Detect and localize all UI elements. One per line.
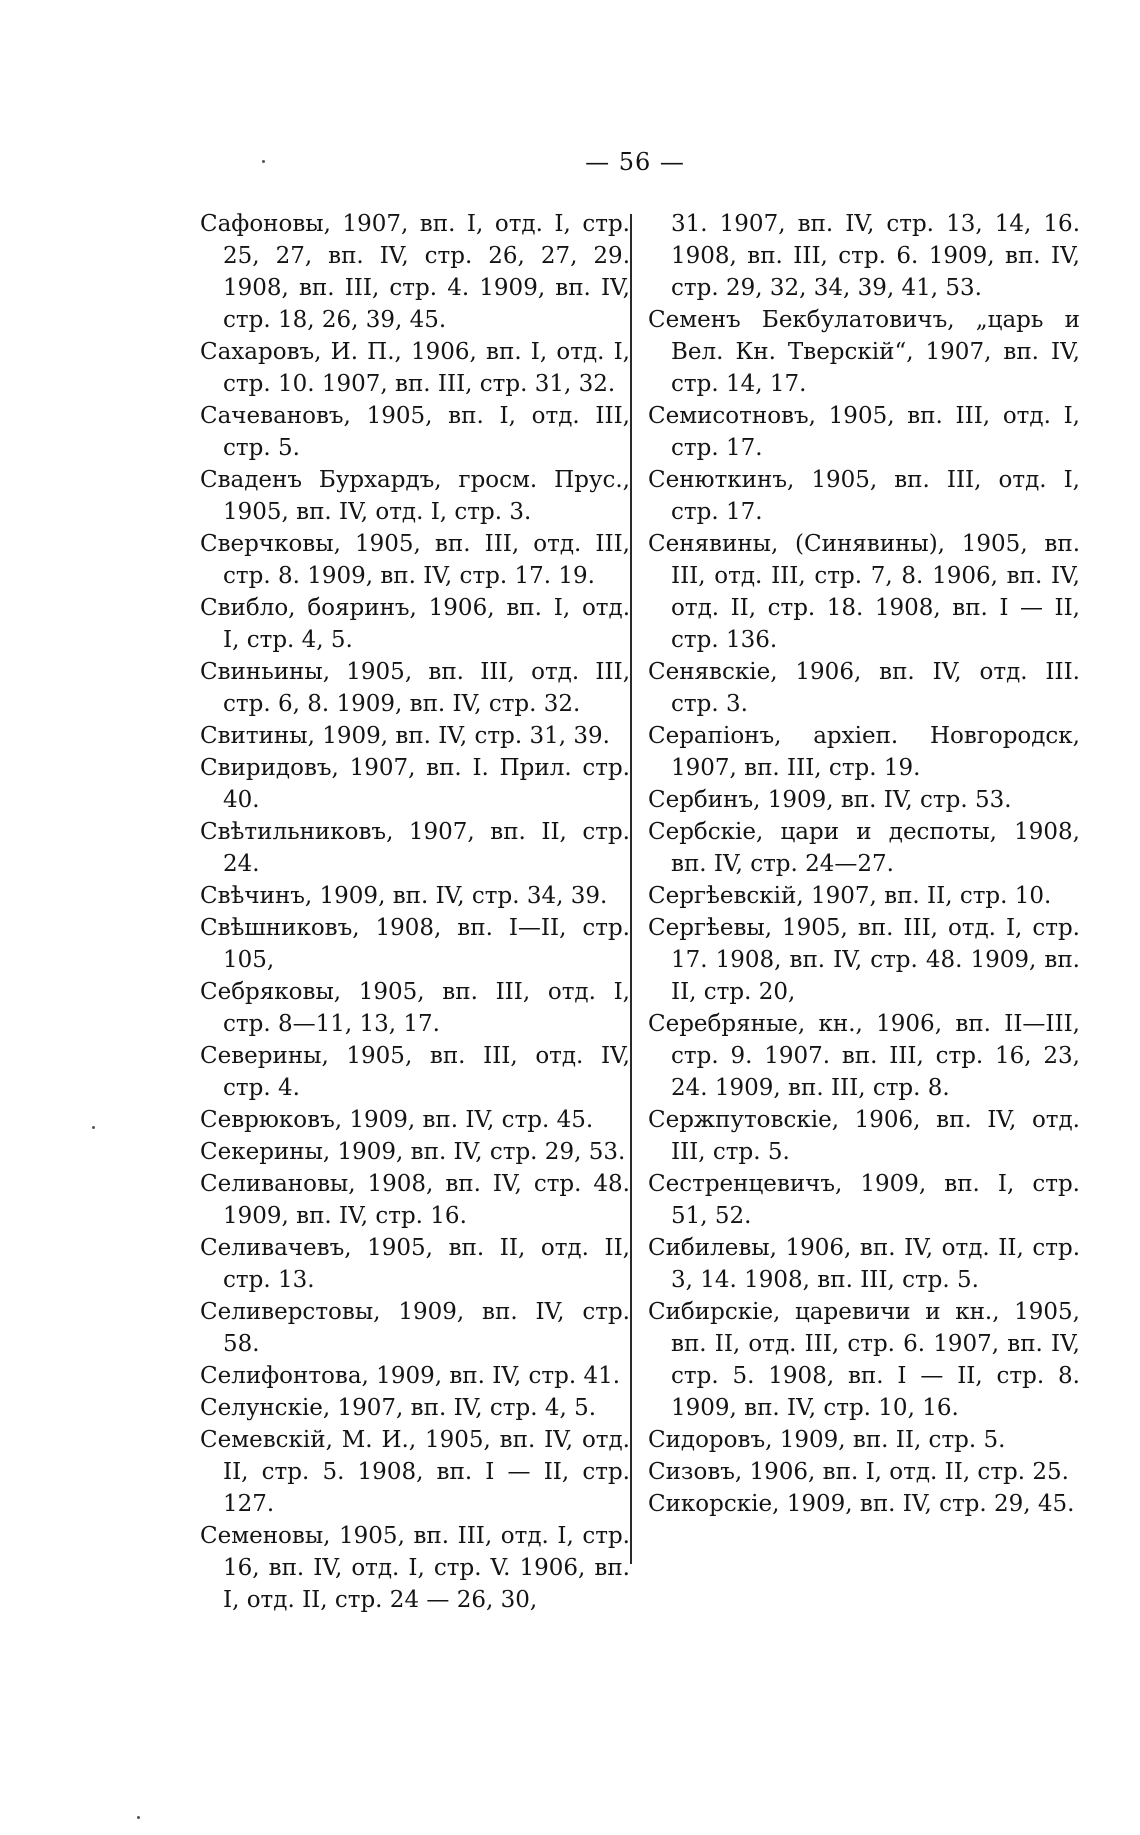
index-entry: Севрюковъ, 1909, вп. IV, стр. 45.: [200, 1107, 594, 1133]
index-entry: Селунскіе, 1907, вп. IV, стр. 4, 5.: [200, 1395, 597, 1421]
index-entry: Секерины, 1909, вп. IV, стр. 29, 53.: [200, 1139, 626, 1165]
index-entry: Селифонтова, 1909, вп. IV, стр. 41.: [200, 1363, 621, 1389]
index-entry: Серебряные, кн., 1906, вп. II—III, стр. 9. 1907. вп. III, стр. 16, 23, 24. 1909, вп. III, стр. 8.: [648, 1011, 1080, 1101]
page-number: — 56 —: [585, 148, 685, 176]
index-entry: Сенявскіе, 1906, вп. IV, отд. III. стр. 3.: [648, 659, 1080, 717]
index-entry: Свиридовъ, 1907, вп. I. Прил. стр. 40.: [200, 755, 630, 813]
index-entry: Себряковы, 1905, вп. III, отд. I, стр. 8—11, 13, 17.: [200, 979, 630, 1037]
index-entry: Сидоровъ, 1909, вп. II, стр. 5.: [648, 1427, 1006, 1453]
index-entry: Сестренцевичъ, 1909, вп. I, стр. 51, 52.: [648, 1171, 1080, 1229]
index-entry: Селивановы, 1908, вп. IV, стр. 48. 1909, вп. IV, стр. 16.: [200, 1171, 630, 1229]
index-entry: Сизовъ, 1906, вп. I, отд. II, стр. 25.: [648, 1459, 1069, 1485]
scan-speck: [262, 160, 265, 163]
scan-speck: [92, 1126, 95, 1129]
index-entry-continuation: 31. 1907, вп. IV, стр. 13, 14, 16. 1908, вп. III, стр. 6. 1909, вп. IV, стр. 29, 32, 34, 39, 41, 53.: [671, 211, 1080, 301]
index-entry: Сахаровъ, И. П., 1906, вп. I, отд. I, стр. 10. 1907, вп. III, стр. 31, 32.: [200, 339, 630, 397]
scan-speck: [137, 1816, 140, 1819]
index-entry: Северины, 1905, вп. III, отд. IV, стр. 4.: [200, 1043, 630, 1101]
index-entry: Сачевановъ, 1905, вп. I, отд. III, стр. 5.: [200, 403, 630, 461]
index-entry: Свѣтильниковъ, 1907, вп. II, стр. 24.: [200, 819, 630, 877]
index-entry: Сенюткинъ, 1905, вп. III, отд. I, стр. 17.: [648, 467, 1080, 525]
index-entry: Сербскіе, цари и деспоты, 1908, вп. IV, стр. 24—27.: [648, 819, 1080, 877]
index-entry: Семенъ Бекбулатовичъ, „царь и Вел. Кн. Тверскій“, 1907, вп. IV, стр. 14, 17.: [648, 307, 1080, 397]
index-entry: Сибилевы, 1906, вп. IV, отд. II, стр. 3, 14. 1908, вп. III, стр. 5.: [648, 1235, 1080, 1293]
index-entry: Свибло, бояринъ, 1906, вп. I, отд. I, стр. 4, 5.: [200, 595, 630, 653]
index-entry: Сваденъ Бурхардъ, гросм. Прус., 1905, вп. IV, отд. I, стр. 3.: [200, 467, 630, 525]
index-entry: Серапіонъ, архіеп. Новгородск, 1907, вп. III, стр. 19.: [648, 723, 1080, 781]
index-entry: Сенявины, (Синявины), 1905, вп. III, отд. III, стр. 7, 8. 1906, вп. IV, отд. II, стр. 18. 1908, вп. I — II, стр. 136.: [648, 531, 1080, 653]
index-entry: Семеновы, 1905, вп. III, отд. I, стр. 16, вп. IV, отд. I, стр. V. 1906, вп. I, отд. II, стр. 24 — 26, 30,: [200, 1523, 630, 1613]
index-entry: Селивачевъ, 1905, вп. II, отд. II, стр. 13.: [200, 1235, 630, 1293]
index-column-right: [648, 208, 1080, 1520]
index-entry: Сержпутовскіе, 1906, вп. IV, отд. III, стр. 5.: [648, 1107, 1080, 1165]
index-entry: Свѣчинъ, 1909, вп. IV, стр. 34, 39.: [200, 883, 608, 909]
index-entry: Сербинъ, 1909, вп. IV, стр. 53.: [648, 787, 1012, 813]
index-entry: Селиверстовы, 1909, вп. IV, стр. 58.: [200, 1299, 630, 1357]
index-entry: Сергѣевскій, 1907, вп. II, стр. 10.: [648, 883, 1052, 909]
index-entry: Сафоновы, 1907, вп. I, отд. I, стр. 25, 27, вп. IV, стр. 26, 27, 29. 1908, вп. III, стр. 4. 1909, вп. IV, стр. 18, 26, 39, 45.: [200, 211, 630, 333]
index-entry: Сикорскіе, 1909, вп. IV, стр. 29, 45.: [648, 1491, 1075, 1517]
index-entry: Сверчковы, 1905, вп. III, отд. III, стр. 8. 1909, вп. IV, стр. 17. 19.: [200, 531, 630, 589]
index-entry: Сибирскіе, царевичи и кн., 1905, вп. II, отд. III, стр. 6. 1907, вп. IV, стр. 5. 1908, вп. I — II, стр. 8. 1909, вп. IV, стр. 10, 16.: [648, 1299, 1080, 1421]
index-entry: Свиньины, 1905, вп. III, отд. III, стр. 6, 8. 1909, вп. IV, стр. 32.: [200, 659, 630, 717]
index-entry: Свѣшниковъ, 1908, вп. I—II, стр. 105,: [200, 915, 630, 973]
column-divider: [630, 214, 632, 1564]
index-entry: Семевскій, М. И., 1905, вп. IV, отд. II, стр. 5. 1908, вп. I — II, стр. 127.: [200, 1427, 630, 1517]
index-entry: Сергѣевы, 1905, вп. III, отд. I, стр. 17. 1908, вп. IV, стр. 48. 1909, вп. II, стр. 20,: [648, 915, 1080, 1005]
index-entry: Семисотновъ, 1905, вп. III, отд. I, стр. 17.: [648, 403, 1080, 461]
index-column-left: [200, 208, 630, 1616]
index-entry: Свитины, 1909, вп. IV, стр. 31, 39.: [200, 723, 610, 749]
